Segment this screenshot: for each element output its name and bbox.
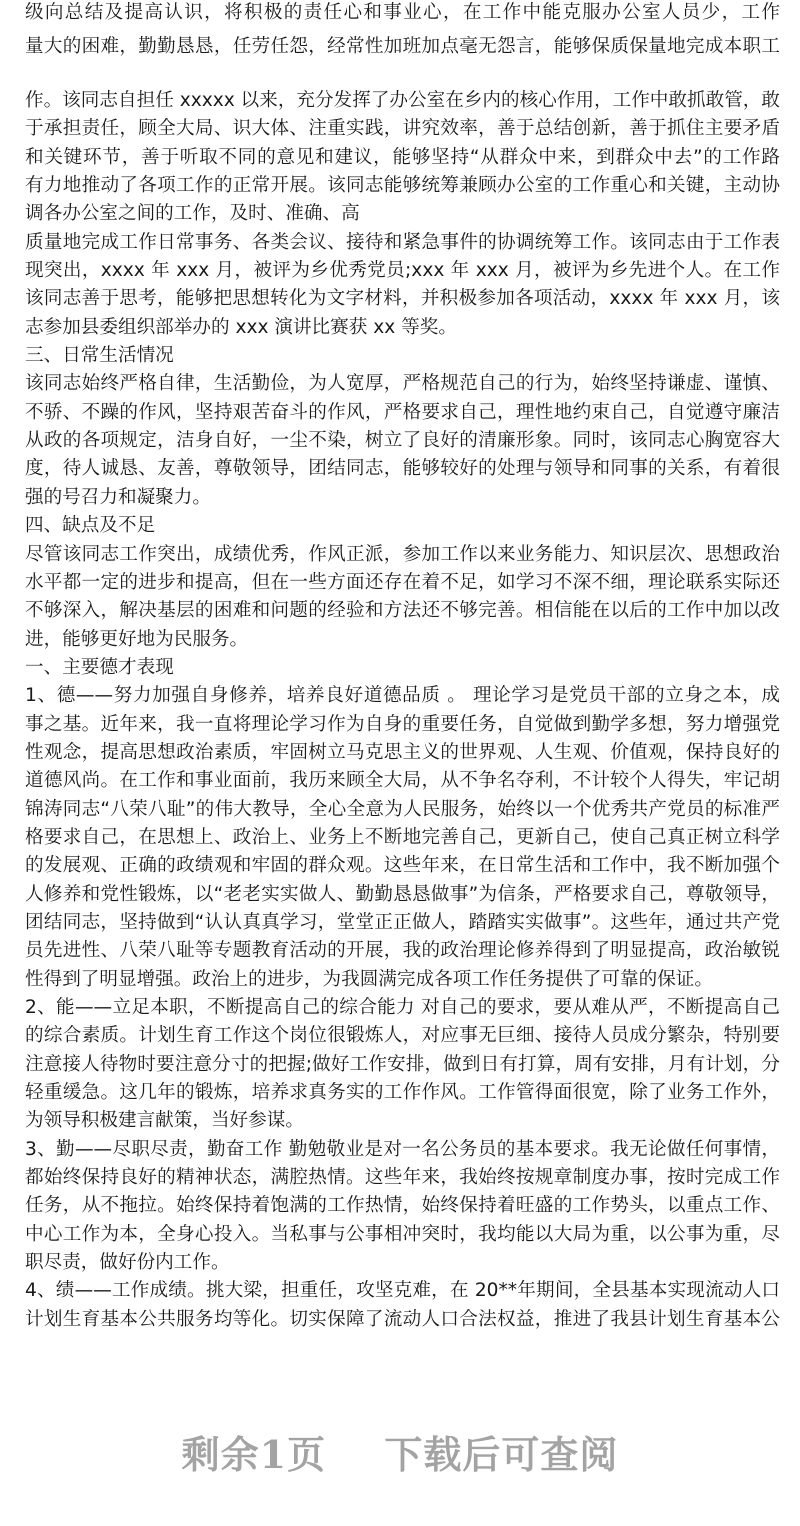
text-line: 度，待人诚恳、友善，尊敬领导，团结同志，能够较好的处理与领导和同事的关系，有着很 xyxy=(25,458,780,480)
text-line: 水平都一定的进步和提高，但在一些方面还存在着不足，如学习不深不细，理论联系实际还 xyxy=(25,571,780,593)
paragraph xyxy=(25,87,780,229)
text-line: 2、能——立足本职，不断提高自己的综合能力 对自己的要求，要从难从严，不断提高自己 xyxy=(25,997,780,1018)
text-line: 作。该同志自担任 xxxxx 以来，充分发挥了办公室在乡内的核心作用，工作中敢抓敢管，敢 xyxy=(25,90,780,111)
previous-page-fragment xyxy=(25,0,780,64)
text-line: 尽管该同志工作突出，成绩优秀，作风正派，参加工作以来业务能力、知识层次、思想政治 xyxy=(25,543,780,565)
text-line: 四、缺点及不足 xyxy=(25,515,156,537)
section-heading xyxy=(25,512,780,540)
section-heading xyxy=(25,654,780,682)
text-line: 的综合素质。计划生育工作这个岗位很锻炼人，对应事无巨细、接待人员成分繁杂，特别要 xyxy=(25,1025,780,1047)
text-line: 轻重缓急。这几年的锻炼，培养求真务实的工作作风。工作管得面很宽，除了业务工作外， xyxy=(25,1082,780,1104)
text-line: 三、日常生活情况 xyxy=(25,345,174,367)
download-hint-label: 下载后可查阅 xyxy=(384,1432,619,1477)
text-line: 锦涛同志“八荣八耻”的伟大教导，全心全意为人民服务，始终以一个优秀共产党员的标准严 xyxy=(25,798,780,820)
text-line: 计划生育基本公共服务均等化。切实保障了流动人口合法权益，推进了我县计划生育基本公 xyxy=(25,1308,780,1330)
text-line: 事之基。近年来，我一直将理论学习作为自身的重要任务，自觉做到勤学多想，努力增强党 xyxy=(25,713,780,735)
text-line: 量大的困难，勤勤恳恳，任劳任怨，经常性加班加点毫无怨言，能够保质保量地完成本职工 xyxy=(25,36,780,57)
text-line: 3、勤——尽职尽责，勤奋工作 勤勉敬业是对一名公务员的基本要求。我无论做任何事情， xyxy=(25,1138,780,1160)
text-line: 都始终保持良好的精神状态，满腔热情。这些年来，我始终按规章制度办事，按时完成工作 xyxy=(25,1167,780,1189)
text-line: 4、绩——工作成绩。挑大梁，担重任，攻坚克难，在 20**年期间，全县基本实现流动人口 xyxy=(25,1280,780,1302)
download-prompt[interactable] xyxy=(0,1424,800,1479)
text-line: 性得到了明显增强。政治上的进步，为我圆满完成各项工作任务提供了可靠的保证。 xyxy=(25,968,713,990)
text-line: 一、主要德才表现 xyxy=(25,656,174,678)
text-line: 有力地推动了各项工作的正常开展。该同志能够统筹兼顾办公室的工作重心和关键，主动协 xyxy=(25,175,780,197)
text-line: 调各办公室之间的工作，及时、准确、高 xyxy=(25,203,360,225)
text-line: 质量地完成工作日常事务、各类会议、接待和紧急事件的协调统筹工作。该同志由于工作表 xyxy=(25,231,780,253)
text-line: 不够深入，解决基层的困难和问题的经验和方法还不够完善。相信能在以后的工作中加以改 xyxy=(25,600,780,622)
paragraph xyxy=(25,229,780,342)
section-heading xyxy=(25,342,780,370)
paragraph xyxy=(25,1136,780,1278)
remaining-pages-label: 剩余1页 xyxy=(181,1432,327,1477)
text-line: 和关键环节，善于听取不同的意见和建议，能够坚持“从群众中来，到群众中去”的工作路 xyxy=(25,146,780,168)
text-line: 注意接人待物时要注意分寸的把握;做好工作安排，做到日有打算，周有安排，月有计划，分 xyxy=(25,1053,780,1075)
text-line: 员先进性、八荣八耻等专题教育活动的开展，我的政治理论修养得到了明显提高，政治敏锐 xyxy=(25,940,780,962)
text-line: 从政的各项规定，洁身自好，一尘不染，树立了良好的清廉形象。同时，该同志心胸宽容大 xyxy=(25,430,780,452)
text-line: 性观念，提高思想政治素质，牢固树立马克思主义的世界观、人生观、价值观，保持良好的 xyxy=(25,741,780,763)
text-line: 团结同志，坚持做到“认认真真学习，堂堂正正做人，踏踏实实做事”。这些年，通过共产党 xyxy=(25,911,780,933)
text-line: 为领导积极建言献策，当好参谋。 xyxy=(25,1110,304,1132)
paragraph xyxy=(25,541,780,654)
text-line: 该同志始终严格自律，生活勤俭，为人宽厚，严格规范自己的行为，始终坚持谦虚、谨慎、 xyxy=(25,373,780,395)
text-line: 进，能够更好地为民服务。 xyxy=(25,628,249,650)
text-line: 的发展观、正确的政绩观和牢固的群众观。这些年来，在日常生活和工作中，我不断加强个 xyxy=(25,855,780,877)
paragraph xyxy=(25,1277,780,1334)
text-line: 于承担责任，顾全大局、识大体、注重实践，讲究效率，善于总结创新，善于抓住主要矛盾 xyxy=(25,118,780,140)
text-line: 中心工作为本，全身心投入。当私事与公事相冲突时，我均能以大局为重，以公事为重，尽 xyxy=(25,1223,780,1245)
text-line: 不骄、不躁的作风，坚持艰苦奋斗的作风，严格要求自己，理性地约束自己，自觉遵守廉洁 xyxy=(25,401,780,423)
paragraph xyxy=(25,994,780,1136)
text-line: 道德风尚。在工作和事业面前，我历来顾全大局，从不争名夺利，不计较个人得失，牢记胡 xyxy=(25,770,780,792)
text-line: 强的号召力和凝聚力。 xyxy=(25,486,211,508)
text-line: 级向总结及提高认识，将积极的责任心和事业心，在工作中能克服办公室人员少，工作 xyxy=(25,2,780,23)
text-line: 现突出，xxxx 年 xxx 月，被评为乡优秀党员;xxx 年 xxx 月，被评为乡先进个人。在工作 xyxy=(25,260,780,282)
text-line: 1、德——努力加强自身修养，培养良好道德品质 。 理论学习是党员干部的立身之本，成 xyxy=(25,685,780,707)
text-line: 人修养和党性锻炼，以“老老实实做人、勤勤恳恳做事”为信条，严格要求自己，尊敬领导， xyxy=(25,883,780,905)
text-line: 志参加县委组织部举办的 xxx 演讲比赛获 xx 等奖。 xyxy=(25,316,457,338)
paragraph xyxy=(25,370,780,512)
text-line: 职尽责，做好份内工作。 xyxy=(25,1252,230,1274)
paragraph xyxy=(25,682,780,994)
text-line: 格要求自己，在思想上、政治上、业务上不断地完善自己，更新自己，使自己真正树立科学 xyxy=(25,826,780,848)
text-line: 任务，从不拖拉。始终保持着饱满的工作热情，始终保持着旺盛的工作势头，以重点工作、 xyxy=(25,1195,780,1217)
text-line: 该同志善于思考，能够把思想转化为文字材料，并积极参加各项活动，xxxx 年 xxx 月，该 xyxy=(25,288,780,310)
document-body xyxy=(25,87,780,1334)
